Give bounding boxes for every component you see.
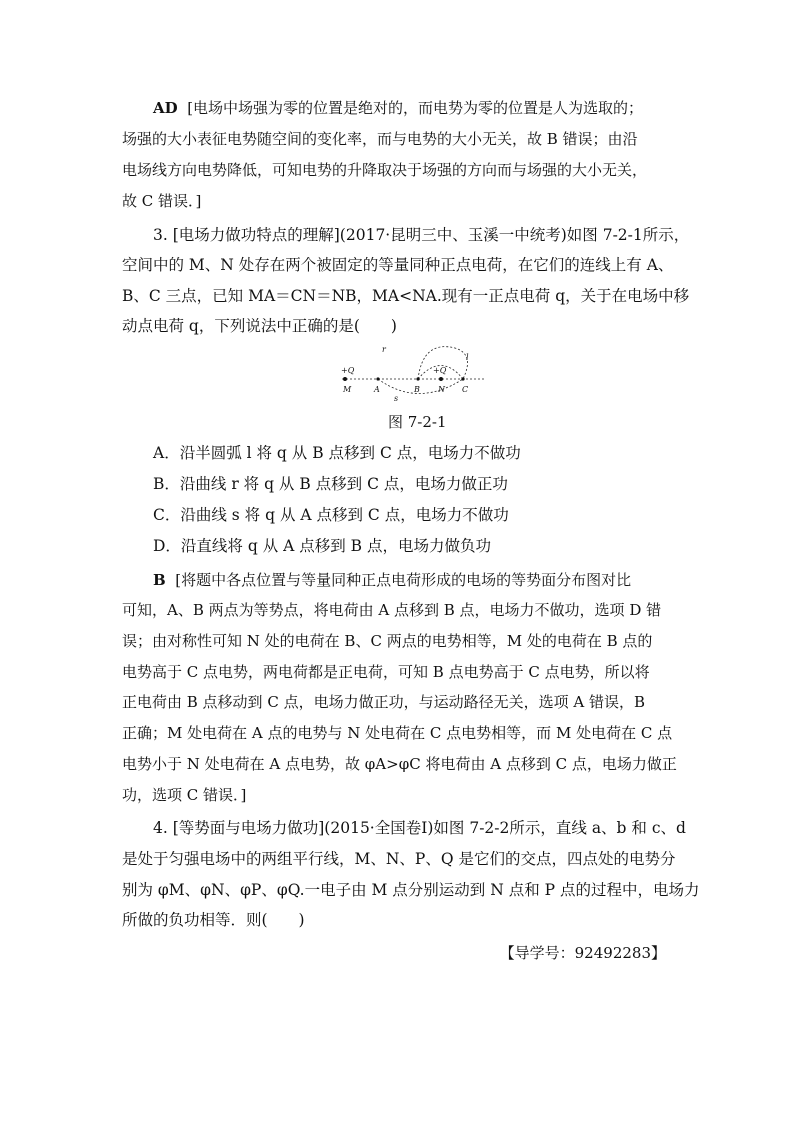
q3-answer-line-6: 正确；M 处电荷在 A 点的电势与 N 处电荷在 C 点电势相等，而 M 处电荷在 C 点 xyxy=(122,724,673,742)
q3-stem-line-2: 空间中的 M、N 处存在两个被固定的等量同种正点电荷，在它们的连线上有 A、 xyxy=(122,256,674,274)
label-l: l xyxy=(466,353,469,362)
q2-answer-text: [电场中场强为零的位置是绝对的，而电势为零的位置是人为选取的； xyxy=(187,99,644,117)
label-n: N xyxy=(438,385,445,394)
q3-option-c: C．沿曲线 s 将 q 从 A 点移到 C 点，电场力不做功 xyxy=(153,506,509,524)
q2-answer-line-4: 故 C 错误．] xyxy=(122,192,202,210)
point-B xyxy=(416,377,419,380)
q3-stem-line-1: 3. [电场力做功特点的理解](2017·昆明三中、玉溪一中统考)如图 7-2-1所示， xyxy=(153,226,690,244)
figure-caption: 图 7-2-1 xyxy=(388,413,447,431)
label-plus-q-n: +Q xyxy=(433,366,447,375)
label-a: A xyxy=(374,385,380,394)
q3-answer-line-3: 误；由对称性可知 N 处的电荷在 B、C 两点的电势相等，M 处的电荷在 B 点的 xyxy=(122,632,653,650)
q4-stem-line-4: 所做的负功相等．则( ) xyxy=(122,911,305,929)
curve-s xyxy=(378,379,463,394)
q3-answer-line-2: 可知，A、B 两点为等势点，将电荷由 A 点移到 B 点，电场力不做功，选项 D 错 xyxy=(122,601,662,619)
q2-answer-line-2: 场强的大小表征电势随空间的变化率，而与电势的大小无关，故 B 错误；由沿 xyxy=(122,130,638,148)
point-A xyxy=(376,377,379,380)
q3-stem-line-4: 动点电荷 q，下列说法中正确的是( ) xyxy=(122,317,397,335)
q3-option-d: D．沿直线将 q 从 A 点移到 B 点，电场力做负功 xyxy=(153,537,491,555)
figure-7-2-1 xyxy=(338,342,488,404)
q3-answer-line-4: 电势高于 C 点电势，两电荷都是正电荷，可知 B 点电势高于 C 点电势，所以将 xyxy=(122,663,650,681)
point-N xyxy=(439,377,443,381)
q3-answer-line-5: 正电荷由 B 点移动到 C 点，电场力做正功，与运动路径无关，选项 A 错误，B xyxy=(122,693,645,711)
q4-stem-line-2: 是处于匀强电场中的两组平行线，M、N、P、Q 是它们的交点，四点处的电势分 xyxy=(122,850,676,868)
guide-number: 【导学号：92492283】 xyxy=(499,944,666,962)
point-C xyxy=(461,377,464,380)
q3-option-a: A．沿半圆弧 l 将 q 从 B 点移到 C 点，电场力不做功 xyxy=(153,444,521,462)
q4-stem-line-1: 4. [等势面与电场力做功](2015·全国卷Ⅰ)如图 7-2-2所示，直线 a、b 和 c、d xyxy=(153,819,686,837)
label-b: B xyxy=(414,385,420,394)
q2-answer-line-3: 电场线方向电势降低，可知电势的升降取决于场强的方向而与场强的大小无关， xyxy=(122,161,648,179)
label-plus-q-m: +Q xyxy=(341,366,355,375)
q2-answer-label: AD xyxy=(153,99,178,117)
q3-stem-line-3: B、C 三点，已知 MA＝CN＝NB，MA<NA.现有一正点电荷 q，关于在电场中移 xyxy=(122,287,690,305)
label-m: M xyxy=(343,385,352,394)
point-M xyxy=(343,377,347,381)
q4-stem-line-3: 别为 φM、φN、φP、φQ.一电子由 M 点分别运动到 N 点和 P 点的过程中，电场力 xyxy=(122,881,700,899)
label-c: C xyxy=(462,385,469,394)
label-r: r xyxy=(382,345,386,354)
q2-answer-line-1 xyxy=(153,98,643,118)
label-s: s xyxy=(394,394,399,403)
q3-answer-line-8: 功，选项 C 错误．] xyxy=(122,786,247,804)
q3-answer-line-7: 电势小于 N 处电荷在 A 点电势，故 φA>φC 将电荷由 A 点移到 C 点，电场力做正 xyxy=(122,755,677,773)
q3-option-b: B．沿曲线 r 将 q 从 B 点移到 C 点，电场力做正功 xyxy=(153,475,508,493)
q3-answer-text: [将题中各点位置与等量同种正点电荷形成的电场的等势面分布图对比 xyxy=(175,571,632,589)
q3-answer-line-1 xyxy=(153,570,631,590)
q3-answer-label: B xyxy=(153,571,166,589)
